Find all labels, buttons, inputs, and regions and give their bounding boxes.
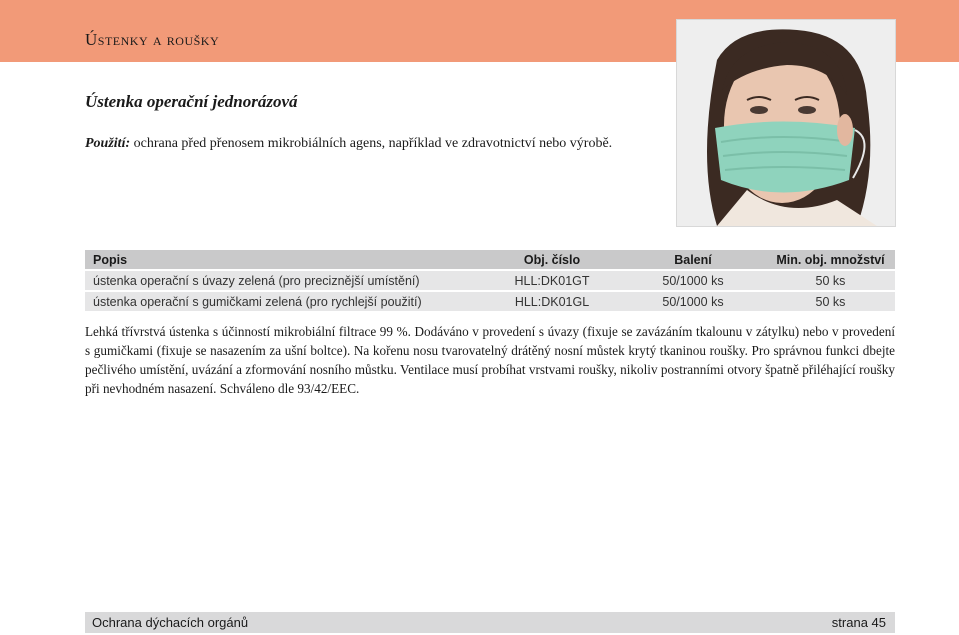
usage-label: Použití: <box>85 136 131 151</box>
cell-order-number: HLL:DK01GL <box>484 292 620 311</box>
cell-order-number: HLL:DK01GT <box>484 271 620 290</box>
column-header-description: Popis <box>85 250 484 269</box>
cell-package: 50/1000 ks <box>620 271 766 290</box>
table-header-row <box>85 250 895 269</box>
column-header-min-order: Min. obj. množství <box>766 250 895 269</box>
page-number: strana 45 <box>831 615 886 630</box>
product-table <box>85 248 895 313</box>
page-footer <box>85 612 895 633</box>
cell-package: 50/1000 ks <box>620 292 766 311</box>
table-row <box>85 271 895 290</box>
section-title: Ústenky a roušky <box>85 30 220 49</box>
product-photo <box>676 19 896 227</box>
cell-min-order: 50 ks <box>766 271 895 290</box>
usage-text <box>85 136 612 152</box>
woman-wearing-surgical-mask-photo <box>677 20 895 226</box>
cell-description: ústenka operační s gumičkami zelená (pro rychlejší použití) <box>85 292 484 311</box>
column-header-package: Balení <box>620 250 766 269</box>
column-header-order-number: Obj. číslo <box>484 250 620 269</box>
product-title: Ústenka operační jednorázová <box>85 92 298 111</box>
cell-min-order: 50 ks <box>766 292 895 311</box>
cell-description: ústenka operační s úvazy zelená (pro preciznější umístění) <box>85 271 484 290</box>
usage-value: ochrana před přenosem mikrobiálních agens, například ve zdravotnictví nebo výrobě. <box>130 136 613 151</box>
product-description: Lehká třívrstvá ústenka s účinností mikrobiální filtrace 99 %. Dodáváno v provedení s úvazy (fixuje se zavázáním tkalounu v zátylku) nebo v provedení s gumičkami (fixuje se nasazením za ušní boltce). Na kořenu nosu tvarovatelný drátěný nosní můstek krytý tkaninou roušky. Pro správnou funkci dbejte pečlivého umístění, uvázání a zformování nosního můstku. Ventilace musí probíhat vrstvami roušky, nikoliv postranními otvory špatně přiléhající roušky při nevhodném nasazení. Schváleno dle 93/42/EEC. <box>85 324 895 396</box>
footer-chapter: Ochrana dýchacích orgánů <box>92 615 249 630</box>
table-row <box>85 292 895 311</box>
